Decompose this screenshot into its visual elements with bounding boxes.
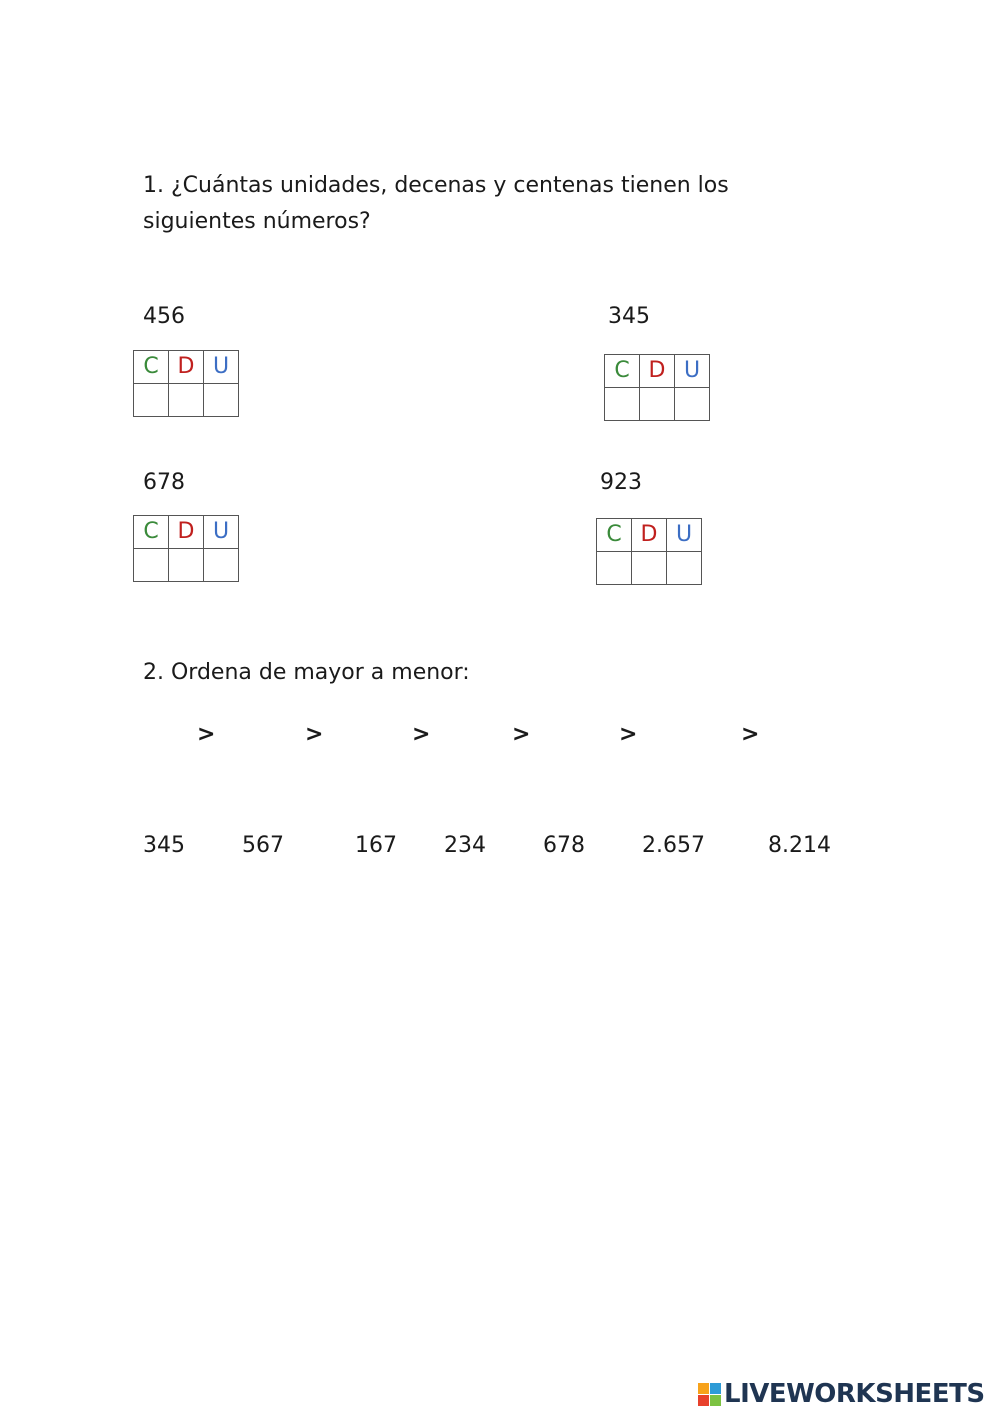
header-u: U: [204, 351, 239, 384]
order-number: 234: [444, 833, 486, 858]
order-number: 567: [242, 833, 284, 858]
answer-cell-u[interactable]: [667, 552, 702, 585]
order-number: 345: [143, 833, 185, 858]
order-number: 678: [543, 833, 585, 858]
greater-than-symbol: >: [412, 722, 431, 747]
answer-cell-c[interactable]: [134, 384, 169, 417]
answer-cell-c[interactable]: [605, 388, 640, 421]
header-u: U: [675, 355, 710, 388]
header-d: D: [640, 355, 675, 388]
header-c: C: [134, 351, 169, 384]
cdu-table: [596, 518, 702, 585]
header-d: D: [169, 516, 204, 549]
logo-square: [710, 1383, 721, 1394]
header-u: U: [204, 516, 239, 549]
number-label: 923: [600, 470, 642, 495]
answer-cell-u[interactable]: [204, 384, 239, 417]
cdu-table: [133, 350, 239, 417]
answer-cell-c[interactable]: [134, 549, 169, 582]
answer-cell-d[interactable]: [169, 549, 204, 582]
greater-than-symbol: >: [197, 722, 216, 747]
header-c: C: [134, 516, 169, 549]
exercise-1-question: 1. ¿Cuántas unidades, decenas y centenas tienen los siguientes números?: [143, 173, 729, 234]
order-number: 167: [355, 833, 397, 858]
logo-text: LIVEWORKSHEETS: [724, 1379, 985, 1409]
header-u: U: [667, 519, 702, 552]
greater-than-symbol: >: [619, 722, 638, 747]
header-c: C: [605, 355, 640, 388]
logo-square: [710, 1395, 721, 1406]
logo-icon: [698, 1383, 721, 1406]
logo-square: [698, 1383, 709, 1394]
cdu-table: [133, 515, 239, 582]
answer-cell-d[interactable]: [632, 552, 667, 585]
header-c: C: [597, 519, 632, 552]
liveworksheets-logo: [698, 1378, 985, 1410]
header-d: D: [632, 519, 667, 552]
answer-cell-d[interactable]: [640, 388, 675, 421]
answer-cell-c[interactable]: [597, 552, 632, 585]
greater-than-symbol: >: [305, 722, 324, 747]
greater-than-symbol: >: [512, 722, 531, 747]
order-number: 2.657: [642, 833, 705, 858]
number-label: 678: [143, 470, 185, 495]
exercise-2-question: 2. Ordena de mayor a menor:: [143, 660, 470, 685]
number-label: 456: [143, 304, 185, 329]
answer-cell-u[interactable]: [675, 388, 710, 421]
order-number: 8.214: [768, 833, 831, 858]
logo-square: [698, 1395, 709, 1406]
greater-than-symbol: >: [741, 722, 760, 747]
cdu-table: [604, 354, 710, 421]
header-d: D: [169, 351, 204, 384]
answer-cell-u[interactable]: [204, 549, 239, 582]
number-label: 345: [608, 304, 650, 329]
answer-cell-d[interactable]: [169, 384, 204, 417]
